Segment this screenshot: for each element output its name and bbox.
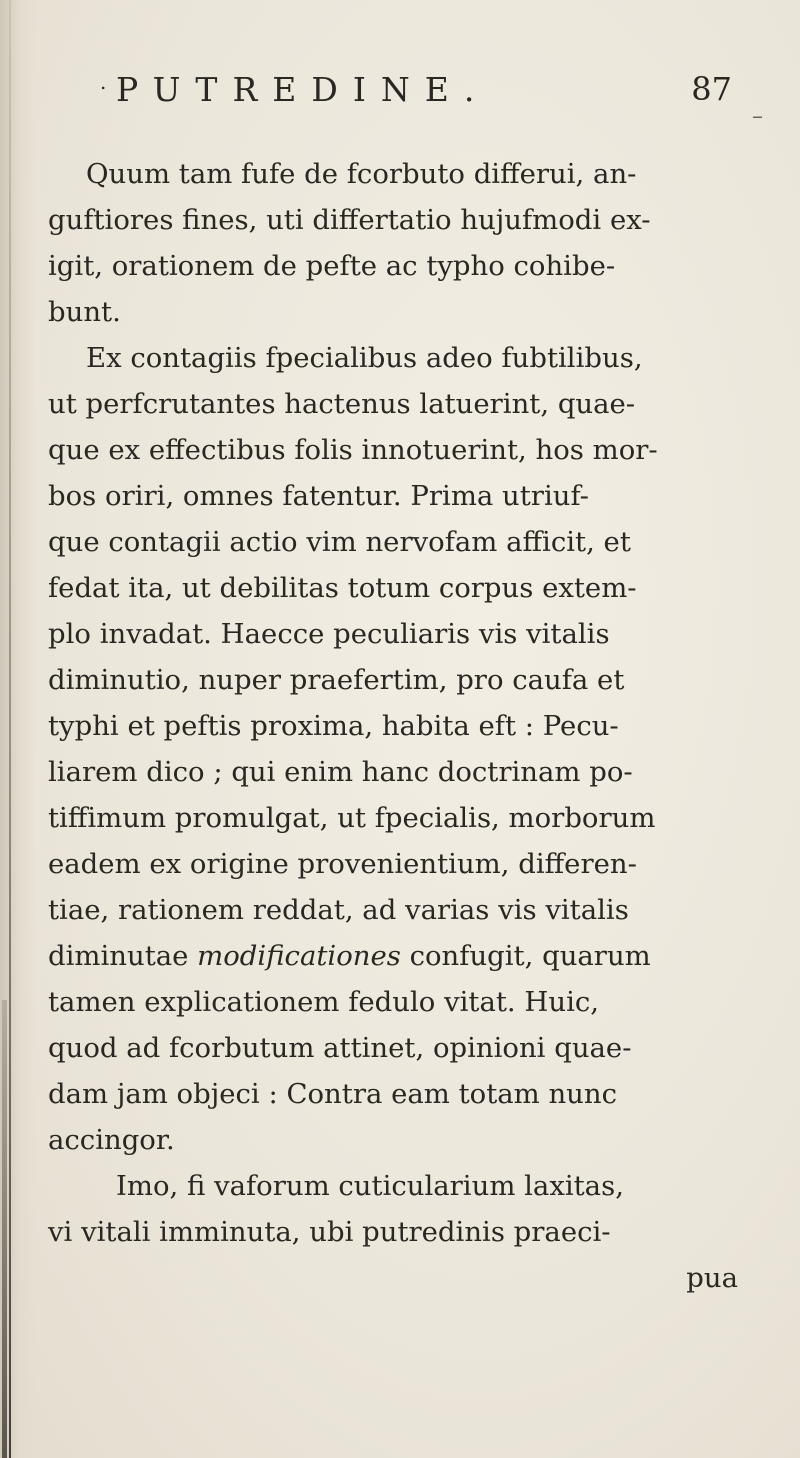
text-line: que ex effectibus folis innotuerint, hos mor- bbox=[48, 434, 658, 466]
text-line: bunt. bbox=[48, 296, 121, 328]
catchword: pua bbox=[686, 1262, 738, 1294]
text-line: guftiores fines, uti differtatio hujufmodi ex- bbox=[48, 204, 651, 236]
text-line: quod ad fcorbutum attinet, opinioni quae- bbox=[48, 1032, 632, 1064]
margin-mark: – bbox=[752, 104, 763, 129]
text-line: ut perfcrutantes hactenus latuerint, quae- bbox=[48, 388, 636, 420]
text-line: bos oriri, omnes fatentur. Prima utriuf- bbox=[48, 480, 589, 512]
running-head-mark: . bbox=[100, 70, 107, 94]
text-line: igit, orationem de pefte ac typho cohibe- bbox=[48, 250, 616, 282]
page-edge-shadow bbox=[9, 0, 11, 1458]
text-line: typhi et peftis proxima, habita eft : Pecu- bbox=[48, 710, 619, 742]
text-line: Quum tam fufe de fcorbuto differui, an- bbox=[86, 158, 637, 190]
italic-term: modificationes bbox=[197, 940, 401, 972]
text-line: eadem ex origine provenientium, differen- bbox=[48, 848, 637, 880]
page-number: 87 bbox=[691, 70, 732, 108]
text-line: plo invadat. Haecce peculiaris vis vitalis bbox=[48, 618, 610, 650]
text-line: dam jam objeci : Contra eam totam nunc bbox=[48, 1078, 618, 1110]
text-line: accingor. bbox=[48, 1124, 175, 1156]
running-head bbox=[100, 56, 740, 116]
text-line: que contagii actio vim nervofam afficit, et bbox=[48, 526, 631, 558]
text-line: Imo, fi vaforum cuticularium laxitas, bbox=[116, 1170, 624, 1202]
text-segment: diminutae bbox=[48, 940, 189, 972]
text-line: liarem dico ; qui enim hanc doctrinam po- bbox=[48, 756, 633, 788]
text-line: Ex contagiis fpecialibus adeo fubtilibus, bbox=[86, 342, 643, 374]
running-head-title: PUTREDINE. bbox=[116, 70, 490, 109]
text-line: tamen explicationem fedulo vitat. Huic, bbox=[48, 986, 600, 1018]
text-line-with-italic bbox=[48, 935, 651, 977]
text-line: diminutio, nuper praefertim, pro caufa et bbox=[48, 664, 625, 696]
text-line: fedat ita, ut debilitas totum corpus extem- bbox=[48, 572, 637, 604]
text-line: tiffimum promulgat, ut fpecialis, morborum bbox=[48, 802, 656, 834]
page-edge-shadow-lower bbox=[2, 1000, 7, 1458]
text-line: tiae, rationem reddat, ad varias vis vitalis bbox=[48, 894, 629, 926]
text-line: vi vitali imminuta, ubi putredinis praeci- bbox=[48, 1216, 611, 1248]
text-segment: confugit, quarum bbox=[409, 940, 651, 972]
